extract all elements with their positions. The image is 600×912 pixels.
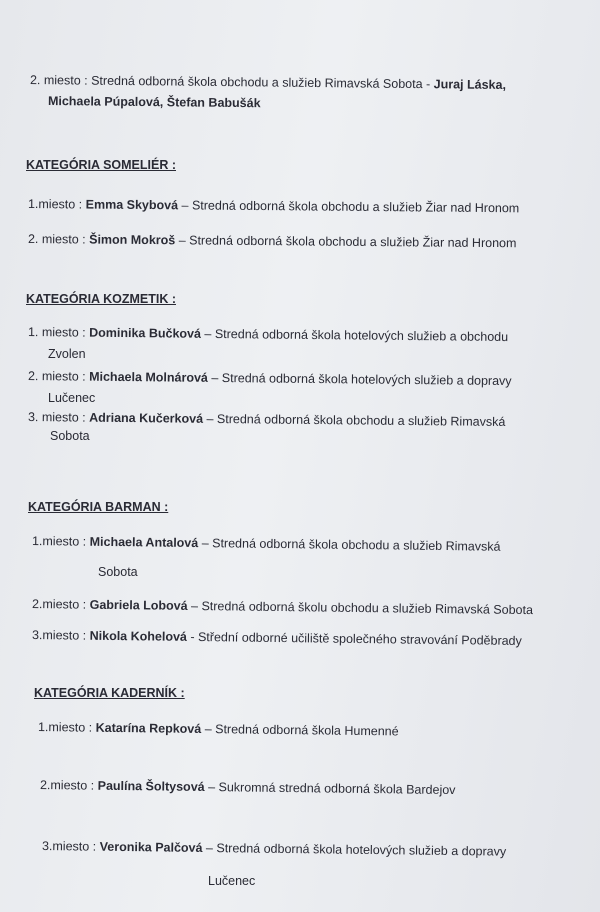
- school-name: – Sukromná stredná odborná škola Bardejov: [204, 780, 456, 798]
- winner-name: Veronika Palčová: [99, 839, 203, 855]
- winner-names: Juraj Láska,: [433, 77, 507, 92]
- category-heading: KATEGÓRIA KADERNÍK :: [34, 686, 185, 700]
- place-label: 3. miesto :: [27, 410, 90, 425]
- school-name: – Stredná odborná škola hotelových služieb a obchodu: [200, 326, 509, 345]
- winner-name: Nikola Kohelová: [89, 628, 187, 644]
- place-label: 2.miesto :: [39, 778, 98, 793]
- list-item: [32, 596, 533, 618]
- list-item: [28, 324, 508, 345]
- winner-name: Adriana Kučerková: [89, 410, 204, 426]
- winner-name: Michaela Antalová: [89, 534, 199, 551]
- list-item: [28, 368, 512, 389]
- list-item: [32, 533, 501, 555]
- school-name: - Střední odborné učiliště společného stravování Poděbrady: [186, 629, 522, 648]
- winner-name: Katarína Repková: [95, 720, 202, 736]
- place-label: 3.miesto :: [31, 628, 90, 643]
- school-name: – Stredná odborná škola obchodu a služieb Žiar nad Hronom: [175, 233, 517, 251]
- school-city: Zvolen: [48, 347, 86, 361]
- place-label: 1.miesto :: [31, 534, 90, 549]
- place-label: 2. miesto :: [27, 369, 90, 384]
- list-item-continuation: [48, 346, 86, 362]
- school-name: – Stredná odborná škola obchodu a služieb Rimavská: [198, 536, 501, 554]
- list-item-continuation: [48, 390, 95, 406]
- winner-name: Michaela Molnárová: [89, 369, 209, 385]
- school-name: – Stredná odborná škola hotelových služieb a dopravy: [202, 840, 507, 859]
- winner-name: Gabriela Lobová: [89, 597, 188, 613]
- school-name: – Stredná odborná škola hotelových služieb a dopravy: [207, 370, 512, 389]
- list-item: [40, 777, 456, 798]
- place-label: 3.miesto :: [41, 839, 100, 854]
- list-item-continuation: [48, 93, 261, 111]
- place-label: 2. miesto :: [27, 232, 90, 247]
- school-city: Lučenec: [208, 874, 256, 888]
- place-label: 1. miesto :: [27, 325, 90, 340]
- winner-name: Paulína Šoltysová: [97, 778, 205, 795]
- list-item: [28, 196, 519, 216]
- place-label: 2.miesto :: [31, 597, 90, 612]
- school-city: Sobota: [98, 565, 138, 579]
- category-heading: KATEGÓRIA KOZMETIK :: [26, 292, 176, 306]
- list-item-continuation: [50, 428, 90, 444]
- list-item: [28, 231, 517, 251]
- category-heading: KATEGÓRIA SOMELIÉR :: [26, 158, 176, 172]
- category-heading: KATEGÓRIA BARMAN :: [28, 500, 169, 514]
- school-name: – Stredná odborná školu obchodu a služieb Rimavská Sobota: [187, 598, 534, 618]
- winner-name: Šimon Mokroš: [89, 232, 176, 248]
- list-item: [32, 627, 522, 649]
- winner-names: Michaela Púpalová, Štefan Babušák: [47, 94, 261, 111]
- list-item: [42, 838, 506, 860]
- list-item: [38, 719, 399, 739]
- winner-name: Emma Skybová: [85, 197, 179, 213]
- school-city: Sobota: [50, 429, 90, 443]
- school-name: – Stredná odborná škola Humenné: [201, 721, 399, 739]
- place-label: 1.miesto :: [37, 720, 96, 735]
- winner-name: Dominika Bučková: [89, 325, 202, 341]
- list-item-continuation: [208, 873, 255, 889]
- school-name: – Stredná odborná škola obchodu a služieb Rimavská: [202, 411, 506, 429]
- school-name: – Stredná odborná škola obchodu a služieb Žiar nad Hronom: [178, 198, 520, 216]
- place-label: 2. miesto :: [29, 73, 92, 88]
- list-item: [30, 72, 506, 93]
- place-label: 1.miesto :: [27, 197, 86, 212]
- list-item-continuation: [98, 564, 138, 580]
- school-name: Stredná odborná škola obchodu a služieb Rimavská Sobota -: [91, 73, 434, 92]
- list-item: [28, 409, 505, 430]
- school-city: Lučenec: [48, 391, 96, 405]
